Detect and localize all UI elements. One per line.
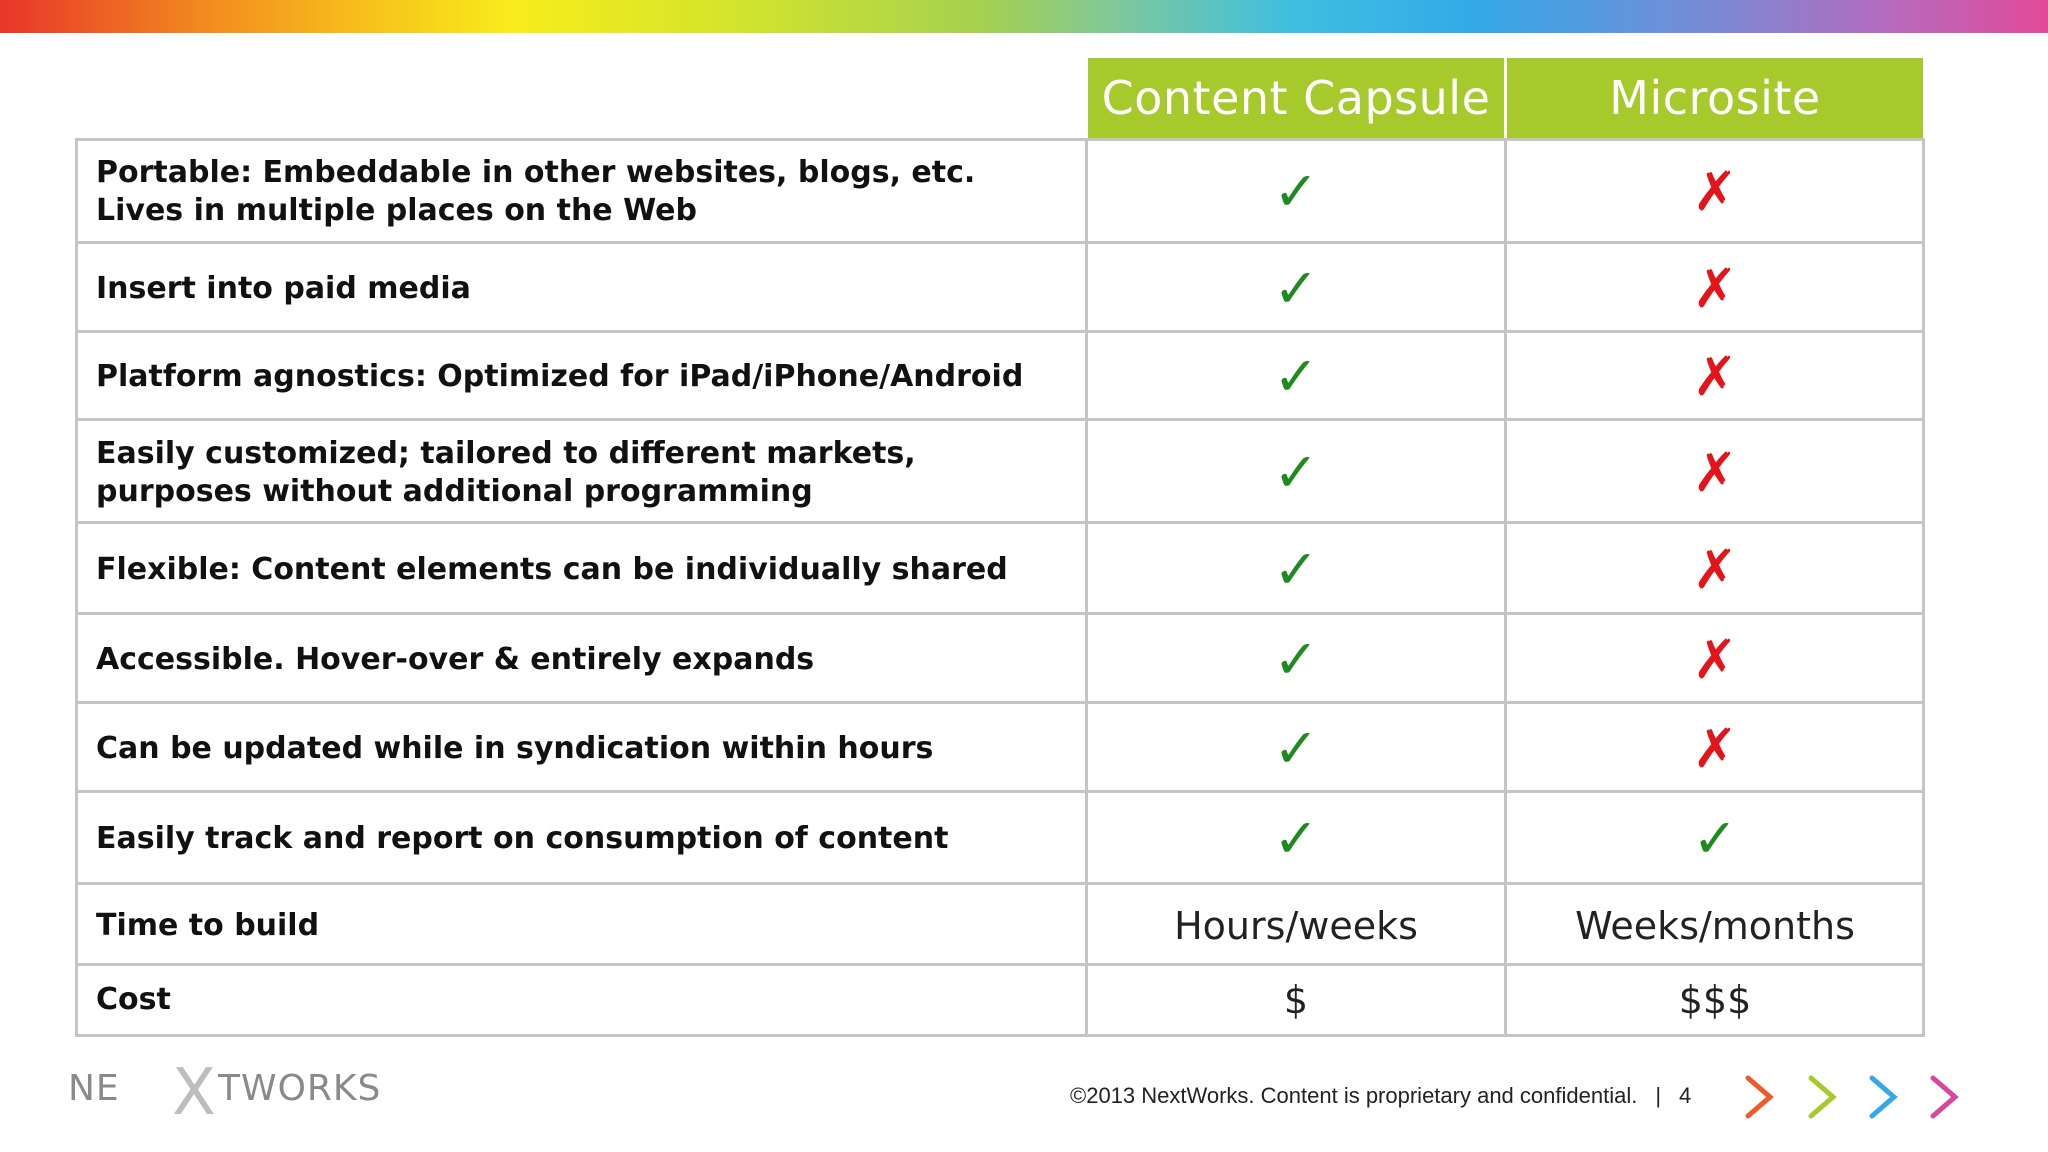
checkmark-icon: ✓ [1273, 716, 1319, 780]
footer-separator: | [1655, 1083, 1662, 1108]
feature-label: Insert into paid media [96, 270, 471, 306]
chevron-stroke [1872, 1078, 1894, 1116]
microsite-value: Weeks/months [1575, 903, 1855, 948]
cross-icon: ✗ [1692, 345, 1738, 408]
chevron-stroke [1933, 1078, 1955, 1116]
microsite-cell [1507, 615, 1923, 704]
copyright-text: ©2013 NextWorks. Content is proprietary and confidential. [1070, 1083, 1638, 1108]
nextworks-logo [68, 1056, 382, 1130]
chevron-right-icon [1740, 1074, 1780, 1120]
content-capsule-cell [1088, 885, 1504, 966]
checkmark-icon: ✓ [1273, 807, 1319, 870]
feature-label: Flexible: Content elements can be individually shared [96, 551, 1008, 587]
logo-text-right: TWORKS [218, 1068, 382, 1109]
content-capsule-value: $ [1283, 978, 1309, 1022]
microsite-cell [1507, 524, 1923, 615]
feature-label: Portable: Embeddable in other websites, blogs, etc. Lives in multiple places on the Web [96, 155, 976, 228]
checkmark-icon: ✓ [1273, 160, 1319, 223]
chevron-right-icon [1864, 1074, 1904, 1120]
chevron-right-icon [1925, 1074, 1965, 1120]
microsite-cell [1507, 333, 1923, 421]
rainbow-bar [0, 0, 2048, 33]
microsite-cell [1507, 704, 1923, 793]
cross-icon: ✗ [1692, 160, 1738, 223]
cross-icon: ✗ [1692, 716, 1738, 780]
content-capsule-cell [1088, 421, 1504, 524]
microsite-cell [1507, 244, 1923, 333]
logo-x-mark: X [172, 1056, 217, 1130]
chevron-stroke [1748, 1078, 1770, 1116]
header-microsite: Microsite [1507, 58, 1923, 138]
microsite-cell [1507, 793, 1923, 885]
checkmark-icon: ✓ [1273, 345, 1319, 408]
content-capsule-cell [1088, 615, 1504, 704]
content-capsule-cell [1088, 966, 1504, 1034]
microsite-cell [1507, 421, 1923, 524]
cross-icon: ✗ [1692, 440, 1738, 504]
content-capsule-cell [1088, 244, 1504, 333]
checkmark-icon: ✓ [1273, 627, 1319, 691]
header-content-capsule: Content Capsule [1088, 58, 1504, 138]
content-capsule-value: Hours/weeks [1174, 903, 1418, 948]
checkmark-icon: ✓ [1273, 440, 1319, 504]
logo-text-left: NE [68, 1068, 120, 1109]
content-capsule-cell [1088, 140, 1504, 244]
checkmark-icon: ✓ [1273, 256, 1319, 320]
content-capsule-cell [1088, 333, 1504, 421]
cross-icon: ✗ [1692, 537, 1738, 601]
feature-label: Cost [96, 982, 171, 1017]
feature-label: Can be updated while in syndication within hours [96, 730, 934, 766]
footer-text [1070, 1083, 1770, 1109]
microsite-cell [1507, 140, 1923, 244]
feature-label: Platform agnostics: Optimized for iPad/iPhone/Android [96, 359, 1024, 394]
content-capsule-cell [1088, 704, 1504, 793]
page-number: 4 [1679, 1083, 1692, 1108]
chevron-right-icon [1803, 1074, 1843, 1120]
feature-label: Accessible. Hover-over & entirely expands [96, 641, 815, 677]
feature-label: Time to build [96, 907, 320, 943]
content-capsule-cell [1088, 793, 1504, 885]
checkmark-icon: ✓ [1273, 537, 1319, 601]
cross-icon: ✗ [1692, 627, 1738, 691]
microsite-value: $$$ [1678, 978, 1752, 1022]
feature-label: Easily customized; tailored to different markets, purposes without additional programming [96, 435, 916, 509]
chevron-stroke [1811, 1078, 1833, 1116]
microsite-cell [1507, 885, 1923, 966]
feature-label: Easily track and report on consumption of content [96, 821, 949, 856]
cross-icon: ✗ [1692, 256, 1738, 320]
checkmark-icon: ✓ [1692, 807, 1738, 870]
microsite-cell [1507, 966, 1923, 1034]
content-capsule-cell [1088, 524, 1504, 615]
